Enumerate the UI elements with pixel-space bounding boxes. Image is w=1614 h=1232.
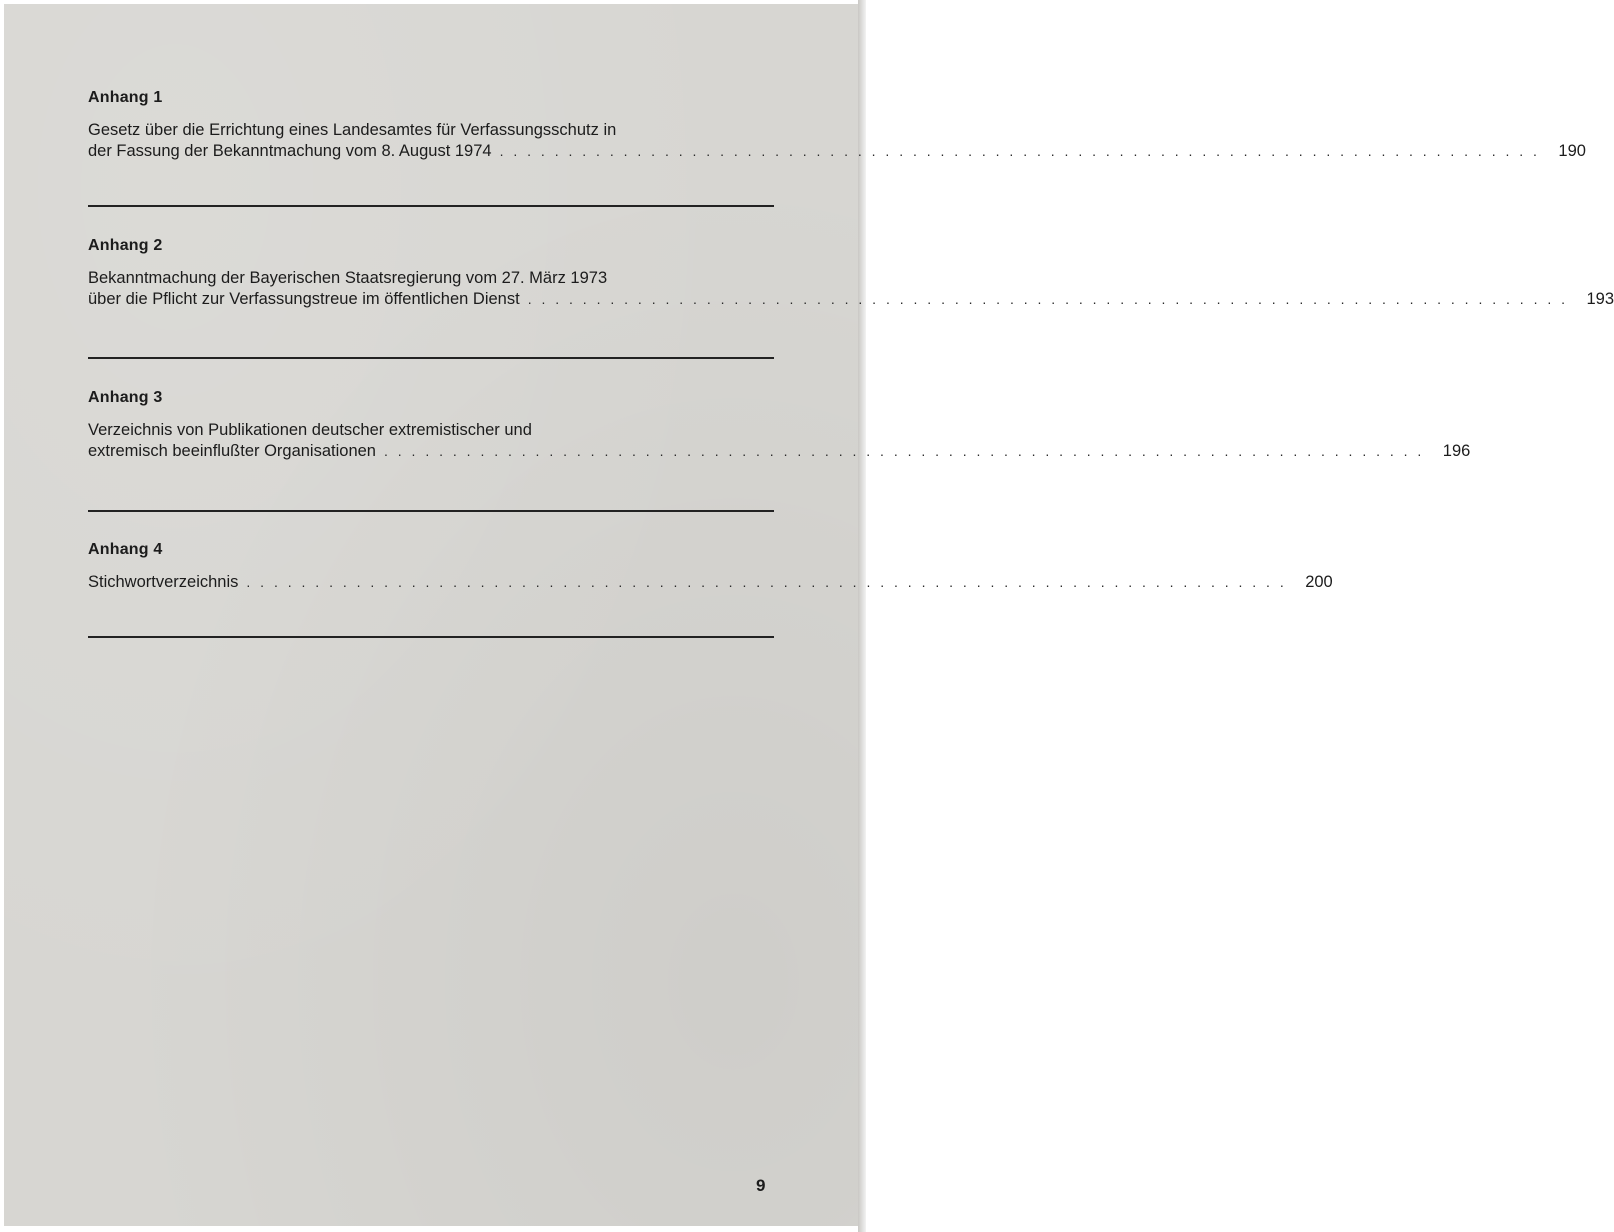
- section-divider: [88, 357, 774, 359]
- entry-title-line: [88, 420, 772, 441]
- document-page: [4, 4, 862, 1226]
- entry-page-number: 200: [1305, 573, 1333, 591]
- entry-heading: Anhang 3: [88, 389, 163, 406]
- entry-title-text: extremisch beeinflußter Organisationen: [88, 442, 376, 460]
- entry-heading: Anhang 2: [88, 237, 163, 254]
- toc-entry-anhang-2: [88, 236, 1614, 310]
- page-number: 9: [756, 1176, 766, 1195]
- entry-title-text: Verzeichnis von Publikationen deutscher extremistischer und: [88, 421, 532, 439]
- entry-title-line: [88, 268, 772, 289]
- toc-entry-anhang-4: [88, 540, 1333, 593]
- dot-leader: . . . . . . . . . . . . . . . . . . . . . . . . . . . . . . . . . . . . . . . . . . . . . . . . . . . . . . . . . . . . . . . . . . . . . . . . . . . .: [383, 443, 1425, 459]
- entry-title-line-last: [88, 289, 1614, 310]
- dot-leader: . . . . . . . . . . . . . . . . . . . . . . . . . . . . . . . . . . . . . . . . . . . . . . . . . . . . . . . . . . . . . . . . . . . . . . . . . . . .: [499, 143, 1540, 159]
- entry-title-line: [88, 120, 772, 141]
- entry-title-line-last: [88, 441, 1471, 462]
- section-divider: [88, 510, 774, 512]
- entry-page-number: 190: [1558, 142, 1586, 160]
- entry-page-number: 193: [1586, 290, 1614, 308]
- dot-leader: . . . . . . . . . . . . . . . . . . . . . . . . . . . . . . . . . . . . . . . . . . . . . . . . . . . . . . . . . . . . . . . . . . . . . . . . . . . .: [527, 291, 1569, 307]
- toc-entry-anhang-1: [88, 88, 1586, 162]
- entry-title-text: über die Pflicht zur Verfassungstreue im öffentlichen Dienst: [88, 290, 520, 308]
- entry-title: [88, 268, 1614, 310]
- entry-title-text: Stichwortverzeichnis: [88, 573, 239, 591]
- entry-title-text: der Fassung der Bekanntmachung vom 8. August 1974: [88, 142, 492, 160]
- section-divider: [88, 205, 774, 207]
- entry-title-line-last: [88, 141, 1586, 162]
- entry-title-line-last: [88, 572, 1333, 593]
- entry-heading: Anhang 4: [88, 541, 163, 558]
- section-divider: [88, 636, 774, 638]
- entry-heading: Anhang 1: [88, 89, 163, 106]
- page-edge-shadow: [858, 0, 866, 1232]
- dot-leader: . . . . . . . . . . . . . . . . . . . . . . . . . . . . . . . . . . . . . . . . . . . . . . . . . . . . . . . . . . . . . . . . . . . . . . . . . . . .: [246, 574, 1287, 590]
- entry-title-text: Gesetz über die Errichtung eines Landesamtes für Verfassungsschutz in: [88, 121, 617, 139]
- entry-title-text: Bekanntmachung der Bayerischen Staatsregierung vom 27. März 1973: [88, 269, 608, 287]
- toc-entry-anhang-3: [88, 388, 1471, 462]
- entry-title: [88, 572, 1333, 593]
- entry-page-number: 196: [1442, 442, 1471, 460]
- entry-title: [88, 120, 1586, 162]
- entry-title: [88, 420, 1471, 462]
